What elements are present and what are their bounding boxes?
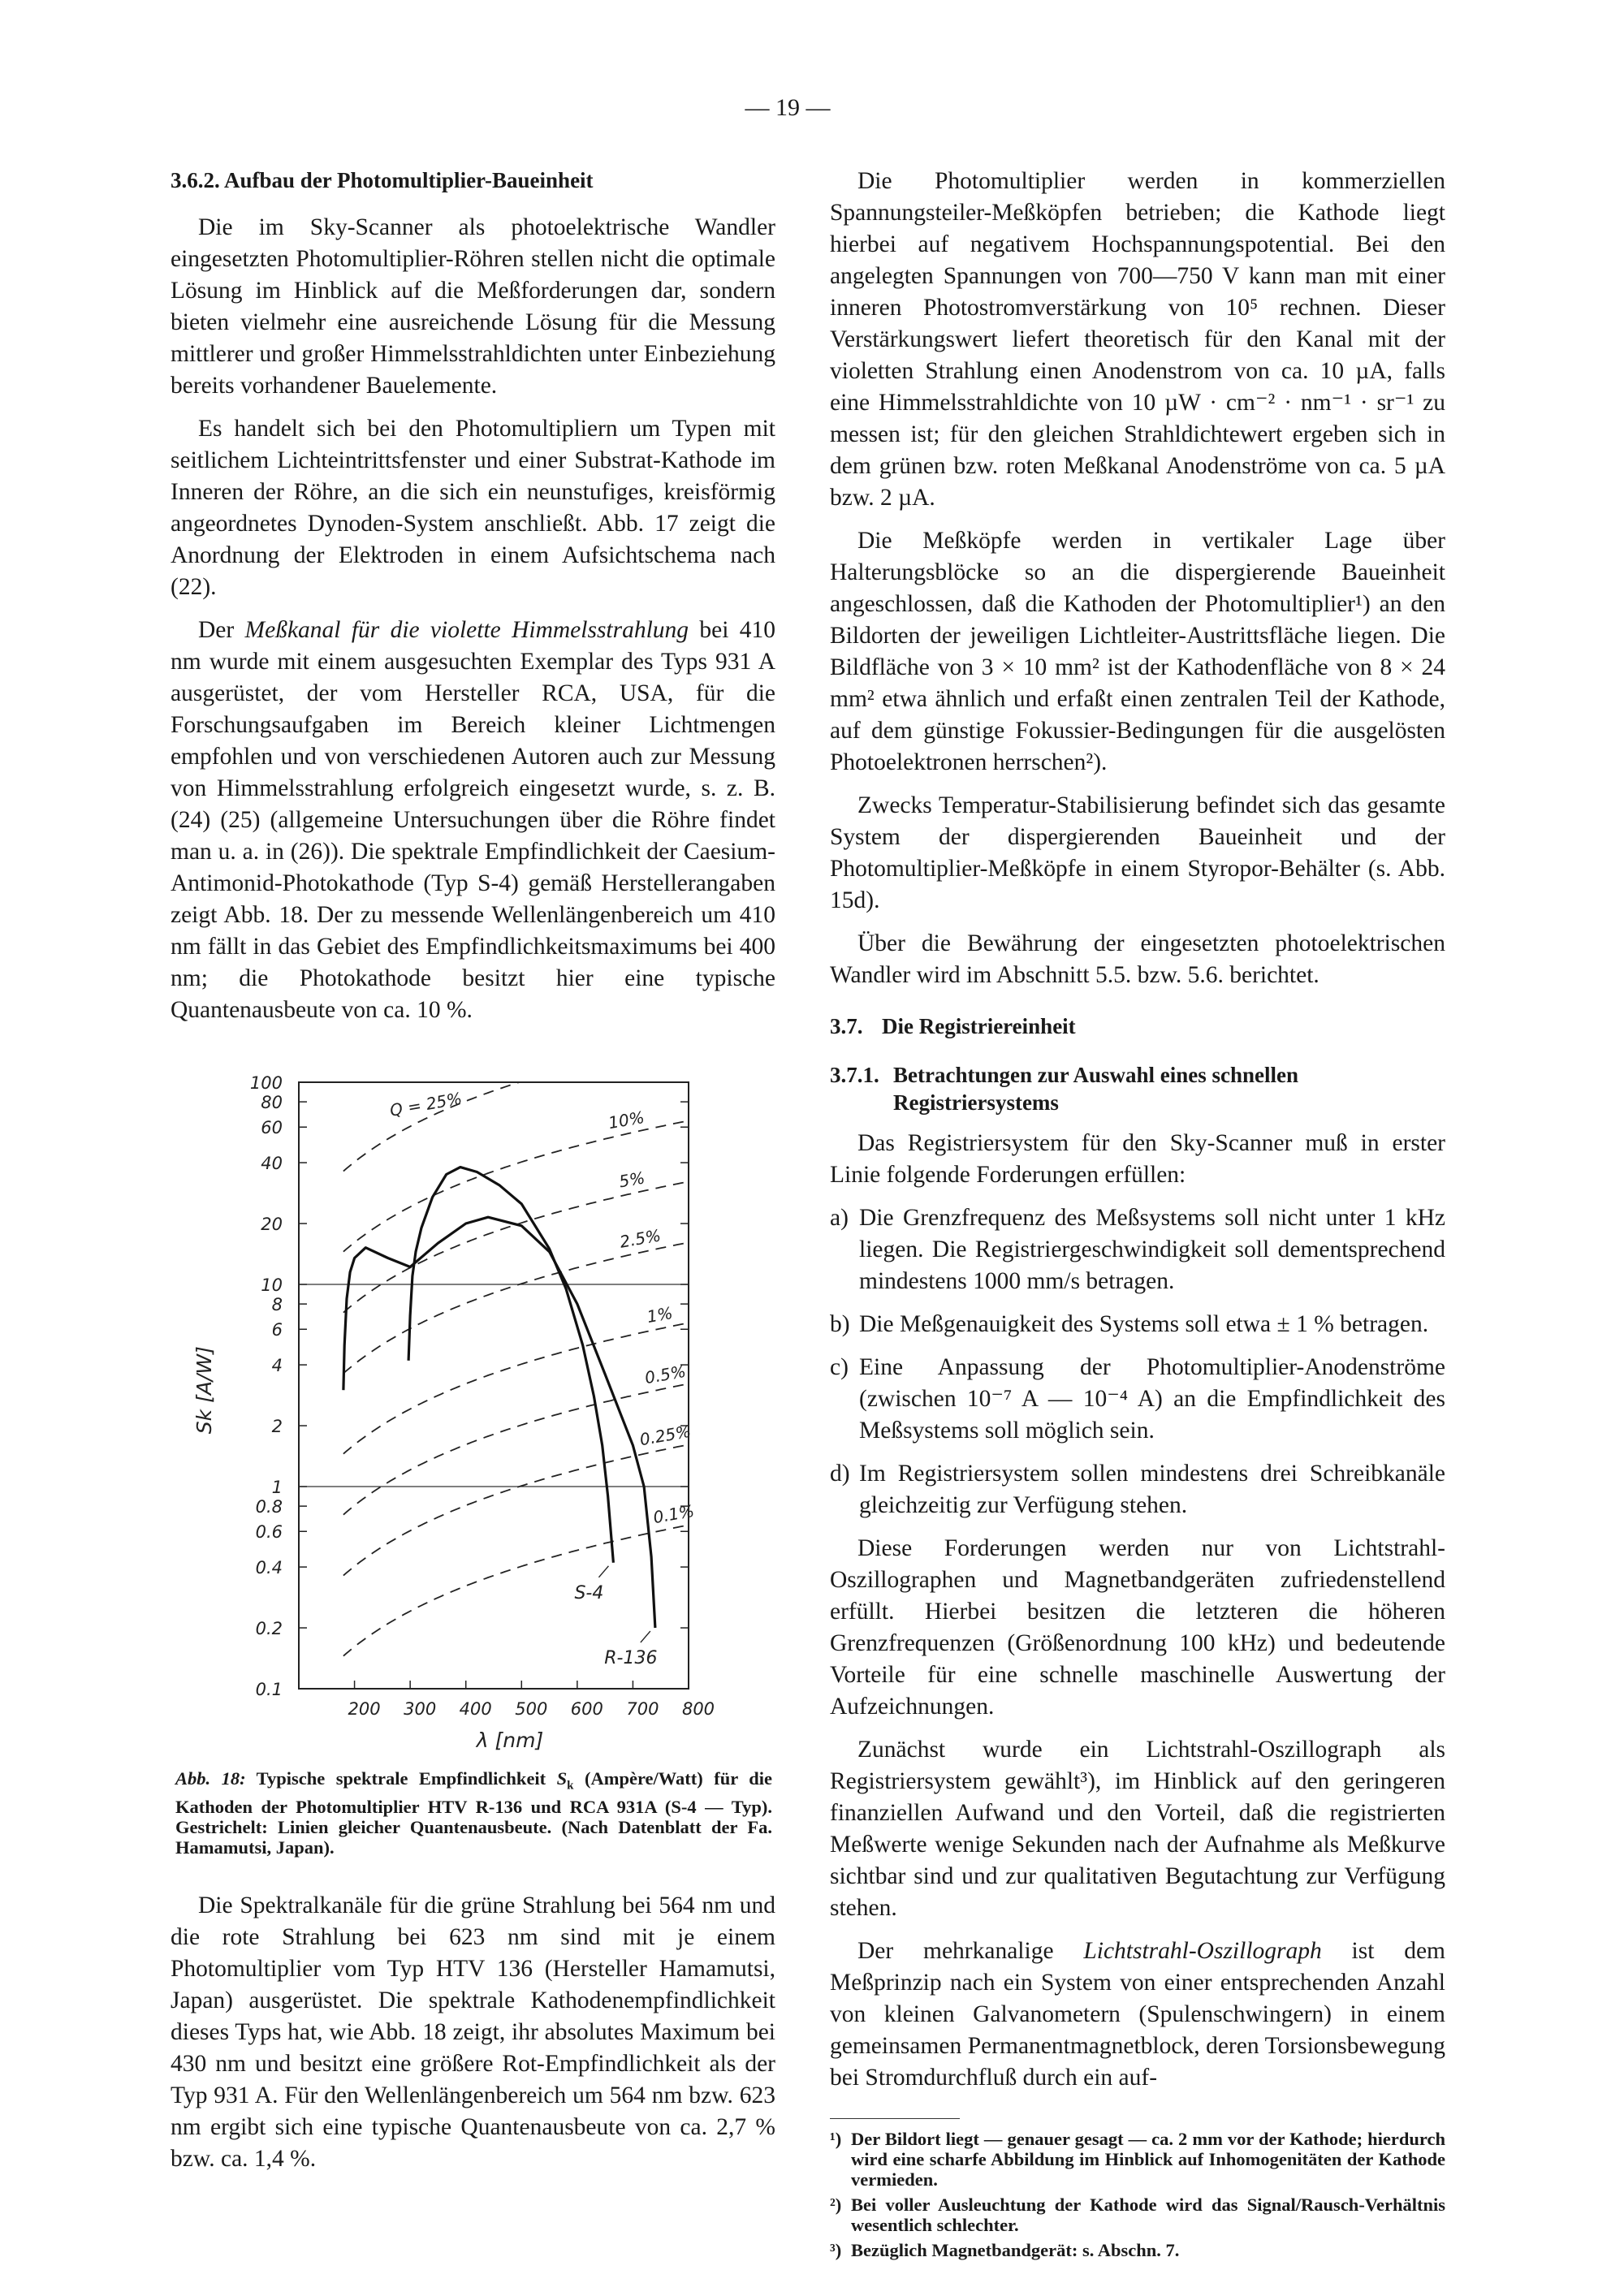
list-text: Eine Anpassung der Photomultiplier-Anodenströme (zwischen 10⁻⁷ A — 10⁻⁴ A) an die Empfindlichkeit des Meßsystems soll möglich sein. bbox=[859, 1354, 1445, 1444]
section-heading-3-7 bbox=[830, 1012, 1445, 1040]
caption-subscript: k bbox=[567, 1779, 574, 1793]
paragraph bbox=[830, 1936, 1445, 2094]
y-tick-label: 100 bbox=[249, 1073, 283, 1093]
iso-quantum-label: 0.5% bbox=[643, 1361, 688, 1388]
paragraph: Zunächst wurde ein Lichtstrahl-Oszillograph als Registriersystem gewählt³), im Hinblick auf den geringeren finanziellen Aufwand und den Vorteil, daß die registrierten Meßwerte wenige Sekunden nach der Aufnahme als Meßkurve sichtbar sind und zur qualitativen Begutachtung zur Verfügung stehen. bbox=[830, 1737, 1445, 1921]
list-item bbox=[830, 1309, 1445, 1340]
paragraph: Die Spektralkanäle für die grüne Strahlung bei 564 nm und die rote Strahlung bei 623 nm sind mit je einem Photomultiplier vom Typ HTV 136 (Hersteller Hamamutsi, Japan) ausgerüstet. Die spektrale Kathodenempfindlichkeit dieses Typs hat, wie Abb. 18 zeigt, ihr absolutes Maximum bei 430 nm und besitzt eine größere Rot-Empfindlichkeit als der Typ 931 A. Für den Wellenlängenbereich um 564 nm bzw. 623 nm ergibt sich eine typische Quantenausbeute von ca. 2,7 % bzw. ca. 1,4 %. bbox=[171, 1892, 775, 2172]
y-tick-label: 0.6 bbox=[255, 1522, 283, 1543]
list-item bbox=[830, 1202, 1445, 1297]
list-text: Die Meßgenauigkeit des Systems soll etwa ± 1 % betragen. bbox=[859, 1311, 1429, 1337]
section-heading-3-6-2: 3.6.2. Aufbau der Photomultiplier-Baueinheit bbox=[171, 168, 594, 192]
iso-quantum-line bbox=[343, 1525, 689, 1655]
x-tick-label: 200 bbox=[348, 1699, 381, 1719]
y-tick-label: 40 bbox=[261, 1154, 283, 1174]
iso-quantum-line bbox=[343, 1323, 689, 1453]
right-column bbox=[830, 166, 1445, 2260]
spectral-sensitivity-chart bbox=[179, 1059, 731, 1757]
y-tick-label: 4 bbox=[271, 1356, 283, 1376]
list-label: d) bbox=[830, 1461, 850, 1487]
text: bei 410 nm wurde mit einem ausgesuchten Exemplar des Typs 931 A ausgerüstet, der vom Hersteller RCA, USA, für die Forschungsaufgaben im Bereich kleiner Lichtmengen empfohlen und von verschiedenen Autoren auch zur Messung von Himmelsstrahlung erfolgreich eingesetzt wurde, s. z. B. (24) (25) (allgemeine Untersuchungen über die Röhre findet man u. a. in (26)). Die spektrale Empfindlichkeit der Caesium-Antimonid-Photokathode (Typ S-4) gemäß Herstellerangaben zeigt Abb. 18. Der zu messende Wellenlängenbereich um 410 nm fällt in das Gebiet des Empfindlichkeitsmaximums bei 400 nm; die Photokathode besitzt hier eine typische Quantenausbeute von ca. 10 %. bbox=[171, 617, 775, 1023]
page-number: — 19 — bbox=[745, 94, 831, 121]
footnote-number: ²) bbox=[830, 2195, 842, 2215]
y-tick-label: 0.2 bbox=[255, 1619, 283, 1639]
y-axis-label: Sk [A/W] bbox=[192, 1346, 216, 1435]
list-item bbox=[830, 1352, 1445, 1447]
paragraph: Die Photomultiplier werden in kommerziellen Spannungsteiler-Meßköpfen betrieben; die Kathode liegt hierbei auf negativem Hochspannungspotential. Bei den angelegten Spannungen von 700—750 V kann man mit einer inneren Photostromverstärkung von 10⁵ rechnen. Dieser Verstärkungswert liefert theoretisch für den Kanal mit der violetten Strahlung einen Anodenstrom von ca. 10 µA, falls eine Himmelsstrahldichte von 10 µW · cm⁻² · nm⁻¹ · sr⁻¹ zu messen ist; für den gleichen Strahldichtewert ergeben sich in dem grünen bzw. roten Meßkanal Anodenströme von ca. 5 µA bzw. 2 µA. bbox=[830, 168, 1445, 511]
y-tick-label: 8 bbox=[271, 1295, 283, 1315]
x-tick-label: 500 bbox=[515, 1699, 548, 1719]
iso-quantum-label: 0.1% bbox=[651, 1500, 696, 1528]
paragraph: Diese Forderungen werden nur von Lichtstrahl-Oszillographen und Magnetbandgeräten zufriedenstellend erfüllt. Hierbei besitzen die letzteren die höheren Grenzfrequenzen (Größenordnung 100 kHz) und bedeutende Vorteile für eine schnelle maschinelle Auswertung der Aufzeichnungen. bbox=[830, 1535, 1445, 1720]
paragraph bbox=[171, 615, 775, 1026]
y-tick-label: 80 bbox=[261, 1093, 283, 1113]
footnote-divider bbox=[830, 2118, 960, 2119]
x-axis-label: λ [nm] bbox=[476, 1728, 544, 1752]
section-number: 3.7. bbox=[830, 1014, 863, 1038]
list-text: Die Grenzfrequenz des Meßsystems soll nicht unter 1 kHz liegen. Die Registriergeschwindigkeit soll dementsprechend mindestens 1000 mm/s betragen. bbox=[859, 1205, 1445, 1294]
footnote bbox=[830, 2195, 1445, 2235]
caption-text: (Ampère/Watt) für die Kathoden der Photomultiplier HTV R-136 und RCA 931A (S-4 — Typ). Gestrichelt: Linien gleicher Quantenausbeute. (Nach Datenblatt der Fa. Hamamutsi, Japan). bbox=[175, 1768, 772, 1858]
list-text: Im Registriersystem sollen mindestens drei Schreibkanäle gleichzeitig zur Verfügung stehen. bbox=[859, 1461, 1445, 1518]
footnote-text: Bezüglich Magnetbandgerät: s. Abschn. 7. bbox=[851, 2240, 1180, 2260]
curve-label: R-136 bbox=[604, 1648, 658, 1669]
curve-label: S-4 bbox=[574, 1582, 604, 1603]
y-tick-label: 6 bbox=[271, 1320, 283, 1340]
text: ist dem Meßprinzip nach ein System von einer entsprechenden Anzahl von kleinen Galvanometern (Spulenschwingern) in einem gemeinsamen Permanentmagnetblock, deren Torsionsbewegung bei Stromdurchfluß durch ein auf- bbox=[830, 1938, 1445, 2091]
curve-label-leader bbox=[641, 1631, 650, 1642]
section-heading-3-7-1 bbox=[830, 1061, 1445, 1116]
iso-quantum-label: Q = 25% bbox=[388, 1088, 464, 1120]
y-tick-label: 20 bbox=[261, 1215, 283, 1235]
iso-quantum-label: 0.25% bbox=[637, 1421, 693, 1450]
list-label: b) bbox=[830, 1311, 850, 1337]
paragraph: Über die Bewährung der eingesetzten photoelektrischen Wandler wird im Abschnitt 5.5. bzw. 5.6. berichtet. bbox=[830, 930, 1445, 988]
paragraph: Die Meßköpfe werden in vertikaler Lage über Halterungsblöcke so an die dispergierende Baueinheit angeschlossen, daß die Kathoden der Photomultiplier¹) an den Bildorten der jeweiligen Lichtleiter-Austrittsfläche liegen. Die Bildfläche von 3 × 10 mm² ist der Kathodenfläche von 8 × 24 mm² etwa ähnlich und erfaßt einen zentralen Teil der Kathode, auf dem günstige Fokussier-Bedingungen für die ausgelösten Photoelektronen herrschen²). bbox=[830, 528, 1445, 775]
caption-text: Typische spektrale Empfindlichkeit bbox=[245, 1768, 557, 1789]
list-label: a) bbox=[830, 1205, 849, 1231]
text: Der mehrkanalige bbox=[857, 1938, 1084, 1964]
iso-quantum-label: 5% bbox=[617, 1167, 646, 1192]
caption-symbol: S bbox=[556, 1768, 568, 1789]
y-tick-label: 2 bbox=[271, 1417, 283, 1437]
y-tick-label: 10 bbox=[261, 1275, 283, 1295]
paragraph: Das Registriersystem für den Sky-Scanner muß in erster Linie folgende Forderungen erfüllen: bbox=[830, 1130, 1445, 1188]
paragraph: Die im Sky-Scanner als photoelektrische Wandler eingesetzten Photomultiplier-Röhren stellen nicht die optimale Lösung im Hinblick auf die Meßforderungen dar, sondern bieten vielmehr eine ausreichende Lösung für die Messung mittlerer und großer Himmelsstrahldichten unter Einbeziehung bereits vorhandener Bauelemente. bbox=[171, 214, 775, 399]
italic-text: Lichtstrahl-Oszillograph bbox=[1083, 1938, 1322, 1964]
x-tick-label: 700 bbox=[626, 1699, 659, 1719]
x-tick-label: 800 bbox=[681, 1699, 715, 1719]
list-label: c) bbox=[830, 1354, 849, 1380]
x-tick-label: 400 bbox=[459, 1699, 492, 1719]
italic-text: Meßkanal für die violette Himmelsstrahlung bbox=[244, 617, 689, 643]
y-tick-label: 1 bbox=[271, 1478, 283, 1497]
iso-quantum-label: 2.5% bbox=[618, 1225, 663, 1252]
section-number: 3.7.1. bbox=[830, 1063, 879, 1087]
y-tick-label: 60 bbox=[261, 1118, 283, 1138]
section-title: Die Registriereinheit bbox=[882, 1014, 1076, 1038]
list-item bbox=[830, 1458, 1445, 1521]
figure-caption bbox=[175, 1768, 772, 1858]
y-tick-label: 0.1 bbox=[255, 1680, 283, 1699]
section-title: Betrachtungen zur Auswahl eines schnellen Registriersystems bbox=[893, 1063, 1299, 1115]
y-tick-label: 0.4 bbox=[255, 1558, 283, 1578]
x-tick-label: 300 bbox=[404, 1699, 437, 1719]
paragraph: Zwecks Temperatur-Stabilisierung befindet sich das gesamte System der dispergierenden Baueinheit und der Photomultiplier-Meßköpfe in einem Styropor-Behälter (s. Abb. 15d). bbox=[830, 792, 1445, 913]
curve-s-4 bbox=[408, 1167, 613, 1563]
footnote-text: Der Bildort liegt — genauer gesagt — ca. 2 mm vor der Kathode; hierdurch wird eine scharfe Abbildung im Hinblick auf Inhomogenitäten der Kathode vermieden. bbox=[851, 2129, 1445, 2190]
iso-quantum-label: 1% bbox=[645, 1302, 675, 1327]
y-tick-label: 0.8 bbox=[255, 1497, 283, 1517]
paragraph: Es handelt sich bei den Photomultipliern um Typen mit seitlichem Lichteintrittsfenster und einer Substrat-Kathode im Inneren der Röhre, an die sich ein neunstufiges, kreisförmig angeordnetes Dynoden-System anschließt. Abb. 17 zeigt die Anordnung der Elektroden in einem Aufsichtschema nach (22). bbox=[171, 416, 775, 600]
text: Der bbox=[198, 617, 245, 643]
curve-label-leader bbox=[598, 1566, 608, 1577]
footnote bbox=[830, 2129, 1445, 2190]
iso-quantum-line bbox=[343, 1383, 689, 1514]
footnote-number: ¹) bbox=[830, 2129, 842, 2149]
x-tick-label: 600 bbox=[570, 1699, 603, 1719]
caption-label: Abb. 18: bbox=[175, 1768, 246, 1789]
left-column bbox=[171, 166, 775, 2175]
footnote-text: Bei voller Ausleuchtung der Kathode wird das Signal/Rausch-Verhältnis wesentlich schlechter. bbox=[851, 2195, 1445, 2235]
footnote bbox=[830, 2240, 1445, 2260]
footnote-number: ³) bbox=[830, 2240, 842, 2260]
iso-quantum-label: 10% bbox=[607, 1107, 646, 1133]
